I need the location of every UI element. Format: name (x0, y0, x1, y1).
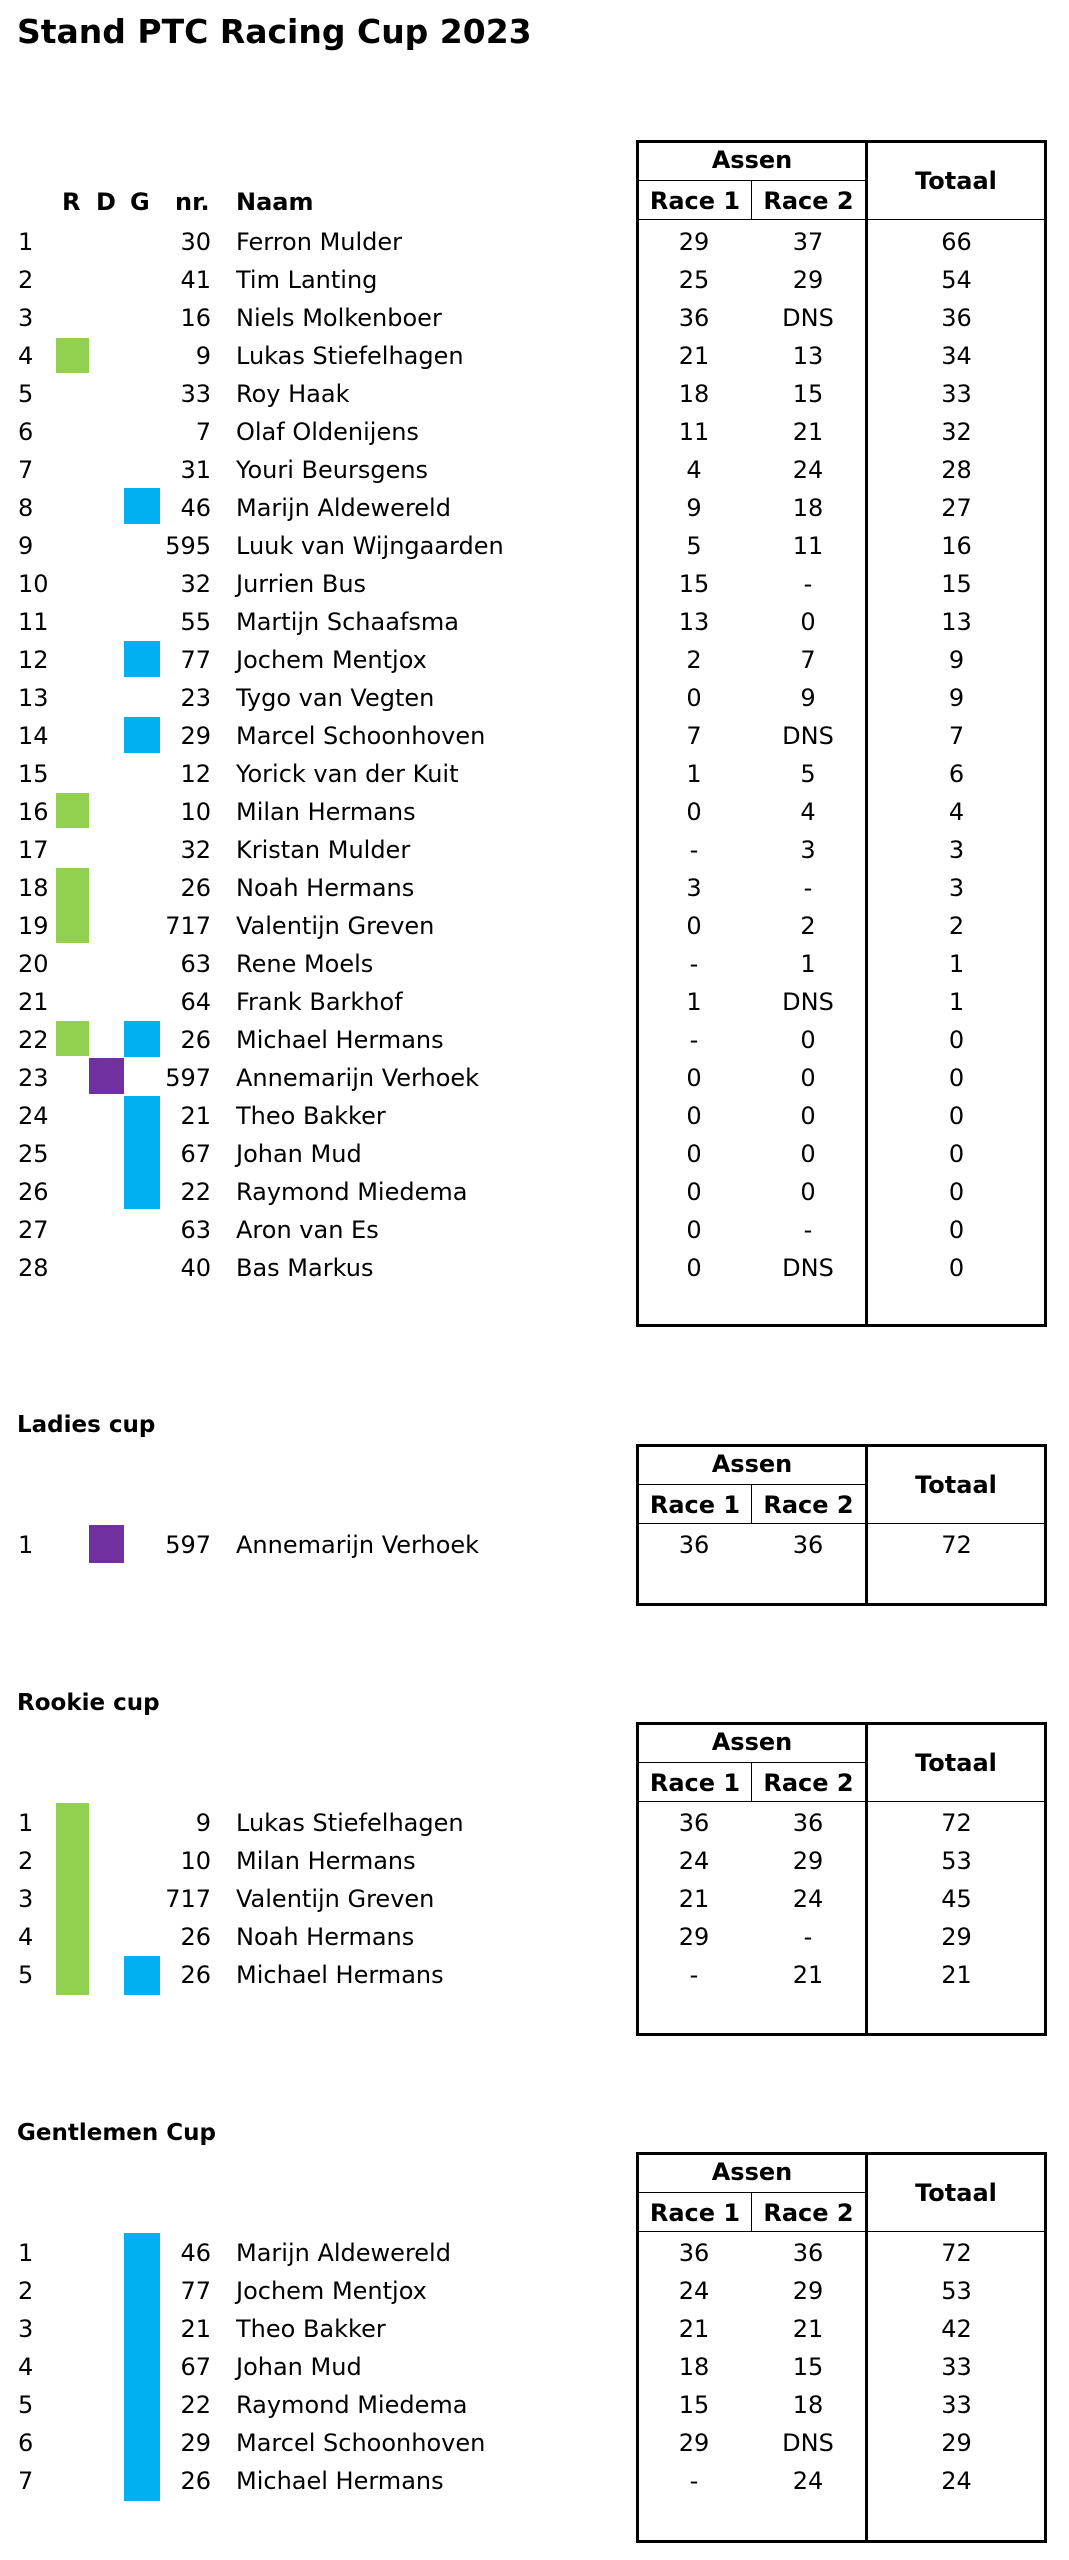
total-points: 45 (941, 1885, 972, 1913)
race2-points: 0 (800, 1064, 816, 1092)
race-number: 33 (180, 380, 211, 408)
race1-points: 15 (678, 2391, 710, 2419)
total-points: 4 (948, 798, 965, 826)
total-points: 0 (948, 1026, 965, 1054)
position: 20 (18, 950, 49, 978)
race-number: 717 (165, 912, 211, 940)
position: 5 (18, 2391, 34, 2419)
position: 3 (18, 304, 34, 332)
gentlemen-marker (124, 641, 160, 677)
gentlemen-header-totaal: Totaal (915, 2179, 997, 2207)
race1-points: 15 (678, 570, 710, 598)
ladies-marker (89, 1525, 124, 1563)
total-points: 13 (941, 608, 972, 636)
race-number: 717 (165, 1885, 211, 1913)
race-number: 9 (195, 1809, 211, 1837)
total-points: 9 (948, 646, 965, 674)
rider-name: Rene Moels (236, 950, 374, 978)
position: 5 (18, 1961, 34, 1989)
race2-points: DNS (782, 304, 834, 332)
rider-name: Bas Markus (236, 1254, 374, 1282)
race2-points: 4 (800, 798, 816, 826)
race-number: 32 (180, 570, 211, 598)
total-points: 0 (948, 1178, 965, 1206)
total-points: 42 (941, 2315, 972, 2343)
race2-points: 5 (800, 760, 816, 788)
total-points: 24 (941, 2467, 972, 2495)
race-number: 55 (180, 608, 211, 636)
rider-name: Raymond Miedema (236, 2391, 468, 2419)
race-number: 46 (180, 2239, 211, 2267)
position: 1 (18, 2239, 34, 2267)
race-number: 67 (180, 2353, 211, 2381)
race1-points: 0 (686, 1254, 702, 1282)
race-number: 29 (180, 2429, 211, 2457)
position: 2 (18, 266, 34, 294)
race1-points: 1 (686, 760, 702, 788)
race2-points: 21 (792, 2315, 824, 2343)
race1-points: 0 (686, 1216, 702, 1244)
race1-points: 4 (686, 456, 702, 484)
position: 4 (18, 2353, 34, 2381)
position: 17 (18, 836, 49, 864)
rookie-header-line (639, 1762, 865, 1763)
race2-points: 36 (792, 1809, 824, 1837)
main-header-line (639, 180, 865, 181)
main-header-event: Assen (711, 146, 793, 174)
race-number: 597 (165, 1531, 211, 1559)
position: 6 (18, 2429, 34, 2457)
main-header-race2: Race 2 (763, 187, 854, 215)
race-number: 26 (180, 2467, 211, 2495)
race-number: 16 (180, 304, 211, 332)
total-points: 72 (941, 1531, 972, 1559)
race2-points: 9 (800, 684, 816, 712)
ladies-header-totaal: Totaal (915, 1471, 997, 1499)
rider-name: Valentijn Greven (236, 1885, 435, 1913)
race-number: 64 (180, 988, 211, 1016)
rider-name: Luuk van Wijngaarden (236, 532, 504, 560)
race1-points: 2 (686, 646, 702, 674)
rider-name: Ferron Mulder (236, 228, 403, 256)
race2-points: DNS (782, 2429, 834, 2457)
rider-name: Lukas Stiefelhagen (236, 342, 464, 370)
total-points: 32 (941, 418, 972, 446)
race2-points: 18 (792, 494, 824, 522)
header-g: G (130, 188, 150, 216)
gentlemen-divider (865, 2152, 868, 2543)
ladies-header-line (639, 1484, 865, 1485)
rider-name: Yorick van der Kuit (236, 760, 459, 788)
race2-points: 18 (792, 2391, 824, 2419)
position: 12 (18, 646, 49, 674)
race-number: 26 (180, 874, 211, 902)
race2-points: 24 (792, 456, 824, 484)
total-points: 27 (941, 494, 972, 522)
rider-name: Jochem Mentjox (236, 646, 427, 674)
gentlemen-header-race2: Race 2 (763, 2199, 854, 2227)
race-number: 22 (180, 1178, 211, 1206)
race2-points: - (803, 570, 813, 598)
race2-points: 29 (792, 2277, 824, 2305)
total-points: 15 (941, 570, 972, 598)
position: 1 (18, 1531, 34, 1559)
total-points: 34 (941, 342, 972, 370)
rookie-header-totaal: Totaal (915, 1749, 997, 1777)
race-number: 31 (180, 456, 211, 484)
main-divider (865, 140, 868, 1327)
rider-name: Lukas Stiefelhagen (236, 1809, 464, 1837)
position: 15 (18, 760, 49, 788)
rider-name: Roy Haak (236, 380, 350, 408)
gentlemen-header-race1: Race 1 (649, 2199, 741, 2227)
race2-points: DNS (782, 988, 834, 1016)
race2-points: 37 (792, 228, 824, 256)
race1-points: 7 (686, 722, 702, 750)
total-points: 21 (941, 1961, 972, 1989)
total-points: 66 (941, 228, 972, 256)
rider-name: Marijn Aldewereld (236, 494, 451, 522)
position: 1 (18, 1809, 34, 1837)
ladies-header-race1: Race 1 (649, 1491, 741, 1519)
total-points: 28 (941, 456, 972, 484)
race-number: 26 (180, 1923, 211, 1951)
total-points: 29 (941, 1923, 972, 1951)
race1-points: - (689, 836, 699, 864)
race1-points: 0 (686, 798, 702, 826)
ladies-divider (865, 1444, 868, 1606)
race2-points: - (803, 1923, 813, 1951)
gentlemen-marker (124, 2233, 160, 2501)
rider-name: Valentijn Greven (236, 912, 435, 940)
race1-points: 24 (678, 1847, 710, 1875)
race2-points: 29 (792, 1847, 824, 1875)
race2-points: 2 (800, 912, 816, 940)
race-number: 10 (180, 1847, 211, 1875)
total-points: 3 (948, 836, 965, 864)
race1-points: 36 (678, 304, 710, 332)
race1-points: 36 (678, 1809, 710, 1837)
position: 3 (18, 2315, 34, 2343)
race2-points: 0 (800, 1026, 816, 1054)
race2-points: 15 (792, 380, 824, 408)
rider-name: Milan Hermans (236, 1847, 416, 1875)
total-points: 0 (948, 1064, 965, 1092)
total-points: 2 (948, 912, 965, 940)
race2-points: DNS (782, 1254, 834, 1282)
gentlemen-marker (124, 488, 160, 524)
rider-name: Tim Lanting (236, 266, 378, 294)
header-r: R (62, 188, 81, 216)
race1-points: 0 (686, 1064, 702, 1092)
main-header-line (639, 219, 1044, 220)
rookie-marker (56, 868, 89, 943)
header-naam: Naam (236, 188, 314, 216)
race2-points: 0 (800, 608, 816, 636)
race2-points: 3 (800, 836, 816, 864)
position: 25 (18, 1140, 49, 1168)
position: 18 (18, 874, 49, 902)
position: 4 (18, 1923, 34, 1951)
race-number: 21 (180, 2315, 211, 2343)
position: 9 (18, 532, 34, 560)
race2-points: DNS (782, 722, 834, 750)
race1-points: - (689, 2467, 699, 2495)
rider-name: Theo Bakker (236, 2315, 386, 2343)
race2-points: 15 (792, 2353, 824, 2381)
position: 11 (18, 608, 49, 636)
rookie-header-line (639, 1801, 1044, 1802)
race2-points: 7 (800, 646, 816, 674)
position: 21 (18, 988, 49, 1016)
position: 8 (18, 494, 34, 522)
position: 1 (18, 228, 34, 256)
race1-points: 5 (686, 532, 702, 560)
rider-name: Theo Bakker (236, 1102, 386, 1130)
ladies-marker (89, 1058, 124, 1094)
rider-name: Olaf Oldenijens (236, 418, 419, 446)
race1-points: 0 (686, 1140, 702, 1168)
ladies-cup-title: Ladies cup (17, 1412, 156, 1438)
race1-points: 13 (678, 608, 710, 636)
race-number: 46 (180, 494, 211, 522)
position: 23 (18, 1064, 49, 1092)
total-points: 3 (948, 874, 965, 902)
position: 26 (18, 1178, 49, 1206)
position: 5 (18, 380, 34, 408)
race2-points: 24 (792, 1885, 824, 1913)
race2-points: 36 (792, 2239, 824, 2267)
rider-name: Aron van Es (236, 1216, 379, 1244)
race-number: 77 (180, 646, 211, 674)
ladies-header-line (639, 1523, 1044, 1524)
race-number: 9 (195, 342, 211, 370)
race-number: 23 (180, 684, 211, 712)
position: 2 (18, 2277, 34, 2305)
race2-points: 0 (800, 1178, 816, 1206)
position: 19 (18, 912, 49, 940)
position: 3 (18, 1885, 34, 1913)
race2-points: 11 (792, 532, 824, 560)
position: 28 (18, 1254, 49, 1282)
rookie-header-event: Assen (711, 1728, 793, 1756)
total-points: 36 (941, 304, 972, 332)
race1-points: 25 (678, 266, 710, 294)
gentlemen-header-event: Assen (711, 2158, 793, 2186)
race2-points: 24 (792, 2467, 824, 2495)
race1-points: - (689, 950, 699, 978)
race1-points: 11 (678, 418, 710, 446)
gentlemen-marker (124, 717, 160, 753)
rider-name: Martijn Schaafsma (236, 608, 459, 636)
total-points: 0 (948, 1254, 965, 1282)
position: 13 (18, 684, 49, 712)
position: 14 (18, 722, 49, 750)
rider-name: Niels Molkenboer (236, 304, 442, 332)
rookie-marker (56, 338, 89, 373)
rookie-header-race2: Race 2 (763, 1769, 854, 1797)
race1-points: 29 (678, 228, 710, 256)
race-number: 29 (180, 722, 211, 750)
race2-points: 36 (792, 1531, 824, 1559)
total-points: 53 (941, 2277, 972, 2305)
position: 22 (18, 1026, 49, 1054)
ladies-header-event: Assen (711, 1450, 793, 1478)
race1-points: 0 (686, 1102, 702, 1130)
race-number: 63 (180, 1216, 211, 1244)
race-number: 30 (180, 228, 211, 256)
race1-points: - (689, 1026, 699, 1054)
total-points: 29 (941, 2429, 972, 2457)
total-points: 6 (948, 760, 965, 788)
rookie-marker (56, 1021, 89, 1056)
position: 6 (18, 418, 34, 446)
total-points: 9 (948, 684, 965, 712)
total-points: 1 (948, 988, 965, 1016)
race-number: 32 (180, 836, 211, 864)
rookie-marker (56, 1803, 89, 1995)
position: 24 (18, 1102, 49, 1130)
race-number: 12 (180, 760, 211, 788)
race-number: 40 (180, 1254, 211, 1282)
race1-points: 29 (678, 1923, 710, 1951)
race-number: 63 (180, 950, 211, 978)
position: 7 (18, 2467, 34, 2495)
rider-name: Johan Mud (236, 1140, 362, 1168)
position: 4 (18, 342, 34, 370)
race1-points: 21 (678, 1885, 710, 1913)
total-points: 54 (941, 266, 972, 294)
rider-name: Raymond Miedema (236, 1178, 468, 1206)
race2-points: - (803, 1216, 813, 1244)
total-points: 33 (941, 2353, 972, 2381)
race1-points: 29 (678, 2429, 710, 2457)
position: 10 (18, 570, 49, 598)
gentlemen-header-line (639, 2192, 865, 2193)
total-points: 72 (941, 2239, 972, 2267)
race2-points: 29 (792, 266, 824, 294)
rider-name: Kristan Mulder (236, 836, 411, 864)
race1-points: - (689, 1961, 699, 1989)
header-d: D (96, 188, 116, 216)
gentlemen-cup-title: Gentlemen Cup (17, 2120, 216, 2146)
race-number: 22 (180, 2391, 211, 2419)
total-points: 1 (948, 950, 965, 978)
total-points: 33 (941, 380, 972, 408)
gentlemen-header-line (639, 2231, 1044, 2232)
total-points: 7 (948, 722, 965, 750)
race1-points: 18 (678, 2353, 710, 2381)
total-points: 72 (941, 1809, 972, 1837)
race2-points: 21 (792, 418, 824, 446)
rider-name: Milan Hermans (236, 798, 416, 826)
race1-points: 18 (678, 380, 710, 408)
rider-name: Marcel Schoonhoven (236, 722, 486, 750)
gentlemen-marker (124, 1096, 160, 1209)
rider-name: Marijn Aldewereld (236, 2239, 451, 2267)
position: 2 (18, 1847, 34, 1875)
race2-points: 13 (792, 342, 824, 370)
main-header-race1: Race 1 (649, 187, 741, 215)
rider-name: Frank Barkhof (236, 988, 403, 1016)
position: 16 (18, 798, 49, 826)
rookie-marker (56, 793, 89, 828)
race-number: 21 (180, 1102, 211, 1130)
race-number: 7 (195, 418, 211, 446)
race-number: 26 (180, 1026, 211, 1054)
position: 27 (18, 1216, 49, 1244)
race-number: 10 (180, 798, 211, 826)
race1-points: 24 (678, 2277, 710, 2305)
race2-points: 21 (792, 1961, 824, 1989)
rider-name: Annemarijn Verhoek (236, 1064, 480, 1092)
rider-name: Michael Hermans (236, 2467, 444, 2495)
race1-points: 9 (686, 494, 702, 522)
race1-points: 36 (678, 1531, 710, 1559)
race1-points: 3 (686, 874, 702, 902)
race-number: 595 (165, 532, 211, 560)
race-number: 41 (180, 266, 211, 294)
rider-name: Jurrien Bus (236, 570, 367, 598)
race1-points: 21 (678, 342, 710, 370)
race-number: 597 (165, 1064, 211, 1092)
race1-points: 0 (686, 912, 702, 940)
race2-points: 1 (800, 950, 816, 978)
total-points: 53 (941, 1847, 972, 1875)
race1-points: 0 (686, 1178, 702, 1206)
rider-name: Noah Hermans (236, 1923, 415, 1951)
total-points: 0 (948, 1140, 965, 1168)
total-points: 33 (941, 2391, 972, 2419)
race2-points: 0 (800, 1102, 816, 1130)
gentlemen-marker (124, 1021, 160, 1057)
main-header-totaal: Totaal (915, 167, 997, 195)
page-title: Stand PTC Racing Cup 2023 (17, 12, 532, 51)
position: 7 (18, 456, 34, 484)
race1-points: 21 (678, 2315, 710, 2343)
rider-name: Johan Mud (236, 2353, 362, 2381)
rider-name: Tygo van Vegten (236, 684, 435, 712)
race-number: 26 (180, 1961, 211, 1989)
rider-name: Michael Hermans (236, 1026, 444, 1054)
race2-points: - (803, 874, 813, 902)
total-points: 16 (941, 532, 972, 560)
race-number: 67 (180, 1140, 211, 1168)
gentlemen-marker (124, 1956, 160, 1995)
race2-points: 0 (800, 1140, 816, 1168)
rider-name: Annemarijn Verhoek (236, 1531, 480, 1559)
rider-name: Michael Hermans (236, 1961, 444, 1989)
race1-points: 0 (686, 684, 702, 712)
ladies-header-race2: Race 2 (763, 1491, 854, 1519)
rider-name: Youri Beursgens (236, 456, 429, 484)
race-number: 77 (180, 2277, 211, 2305)
race1-points: 36 (678, 2239, 710, 2267)
race1-points: 1 (686, 988, 702, 1016)
rider-name: Marcel Schoonhoven (236, 2429, 486, 2457)
rider-name: Noah Hermans (236, 874, 415, 902)
rider-name: Jochem Mentjox (236, 2277, 427, 2305)
rookie-cup-title: Rookie cup (17, 1690, 160, 1716)
rookie-header-race1: Race 1 (649, 1769, 741, 1797)
total-points: 0 (948, 1102, 965, 1130)
header-nr: nr. (175, 188, 210, 216)
total-points: 0 (948, 1216, 965, 1244)
